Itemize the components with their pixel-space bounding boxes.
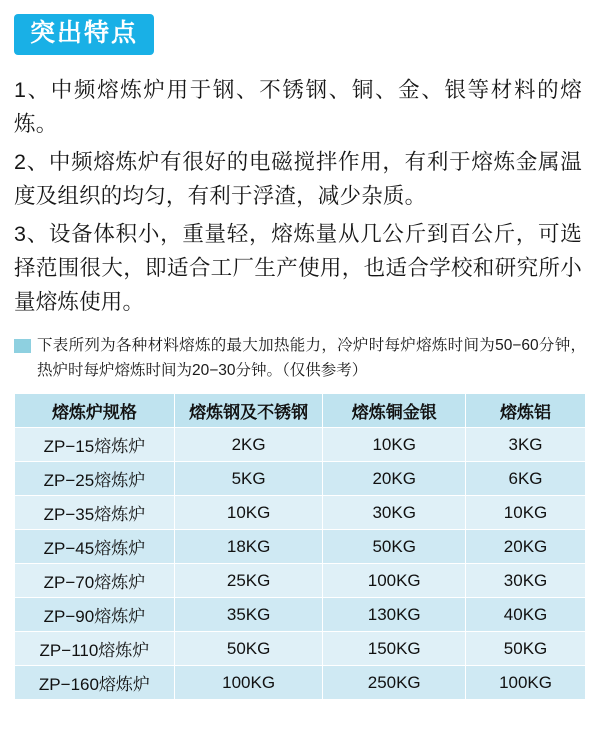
table-cell-aluminum: 50KG	[466, 632, 586, 666]
specification-table	[14, 393, 586, 700]
feature-paragraph: 2、中频熔炼炉有很好的电磁搅拌作用，有利于熔炼金属温度及组织的均匀，有利于浮渣，减少杂质。	[14, 150, 582, 208]
table-cell-steel: 25KG	[174, 564, 322, 598]
table-cell-aluminum: 3KG	[466, 428, 586, 462]
table-header-cell: 熔炼炉规格	[15, 394, 175, 428]
table-cell-steel: 50KG	[174, 632, 322, 666]
table-header-cell: 熔炼铝	[466, 394, 586, 428]
table-cell-copper: 30KG	[323, 496, 466, 530]
table-row	[15, 666, 586, 700]
table-cell-copper: 50KG	[323, 530, 466, 564]
table-cell-model: ZP−160熔炼炉	[15, 666, 175, 700]
table-cell-steel: 35KG	[174, 598, 322, 632]
table-cell-aluminum: 100KG	[466, 666, 586, 700]
table-row	[15, 530, 586, 564]
table-row	[15, 632, 586, 666]
table-cell-model: ZP−35熔炼炉	[15, 496, 175, 530]
feature-paragraph: 3、设备体积小，重量轻，熔炼量从几公斤到百公斤，可选择范围很大，即适合工厂生产使用，也适合学校和研究所小量熔炼使用。	[14, 222, 582, 314]
table-cell-aluminum: 40KG	[466, 598, 586, 632]
section-title-badge: 突出特点	[14, 14, 154, 55]
table-header-cell: 熔炼铜金银	[323, 394, 466, 428]
table-cell-model: ZP−25熔炼炉	[15, 462, 175, 496]
table-cell-steel: 18KG	[174, 530, 322, 564]
table-note-text: 下表所列为各种材料熔炼的最大加热能力，冷炉时每炉熔炼时间为50−60分钟，热炉时每炉熔炼时间为20−30分钟。（仅供参考）	[37, 337, 586, 379]
table-cell-model: ZP−70熔炼炉	[15, 564, 175, 598]
table-cell-aluminum: 10KG	[466, 496, 586, 530]
table-cell-copper: 150KG	[323, 632, 466, 666]
table-cell-copper: 100KG	[323, 564, 466, 598]
table-cell-aluminum: 30KG	[466, 564, 586, 598]
table-cell-model: ZP−15熔炼炉	[15, 428, 175, 462]
table-cell-model: ZP−90熔炼炉	[15, 598, 175, 632]
table-cell-copper: 130KG	[323, 598, 466, 632]
table-cell-copper: 20KG	[323, 462, 466, 496]
table-row	[15, 564, 586, 598]
feature-paragraph: 1、中频熔炼炉用于钢、不锈钢、铜、金、银等材料的熔炼。	[14, 78, 582, 136]
table-cell-copper: 250KG	[323, 666, 466, 700]
table-cell-steel: 5KG	[174, 462, 322, 496]
table-header-cell: 熔炼钢及不锈钢	[174, 394, 322, 428]
table-cell-steel: 2KG	[174, 428, 322, 462]
table-cell-aluminum: 20KG	[466, 530, 586, 564]
table-row	[15, 428, 586, 462]
table-cell-copper: 10KG	[323, 428, 466, 462]
feature-list	[14, 73, 586, 319]
table-header-row	[15, 394, 586, 428]
table-note	[14, 333, 586, 383]
table-cell-steel: 100KG	[174, 666, 322, 700]
table-cell-steel: 10KG	[174, 496, 322, 530]
section-header	[14, 0, 586, 55]
table-cell-model: ZP−45熔炼炉	[15, 530, 175, 564]
table-cell-model: ZP−110熔炼炉	[15, 632, 175, 666]
table-cell-aluminum: 6KG	[466, 462, 586, 496]
square-bullet-icon	[14, 339, 31, 353]
table-row	[15, 496, 586, 530]
table-row	[15, 462, 586, 496]
table-row	[15, 598, 586, 632]
